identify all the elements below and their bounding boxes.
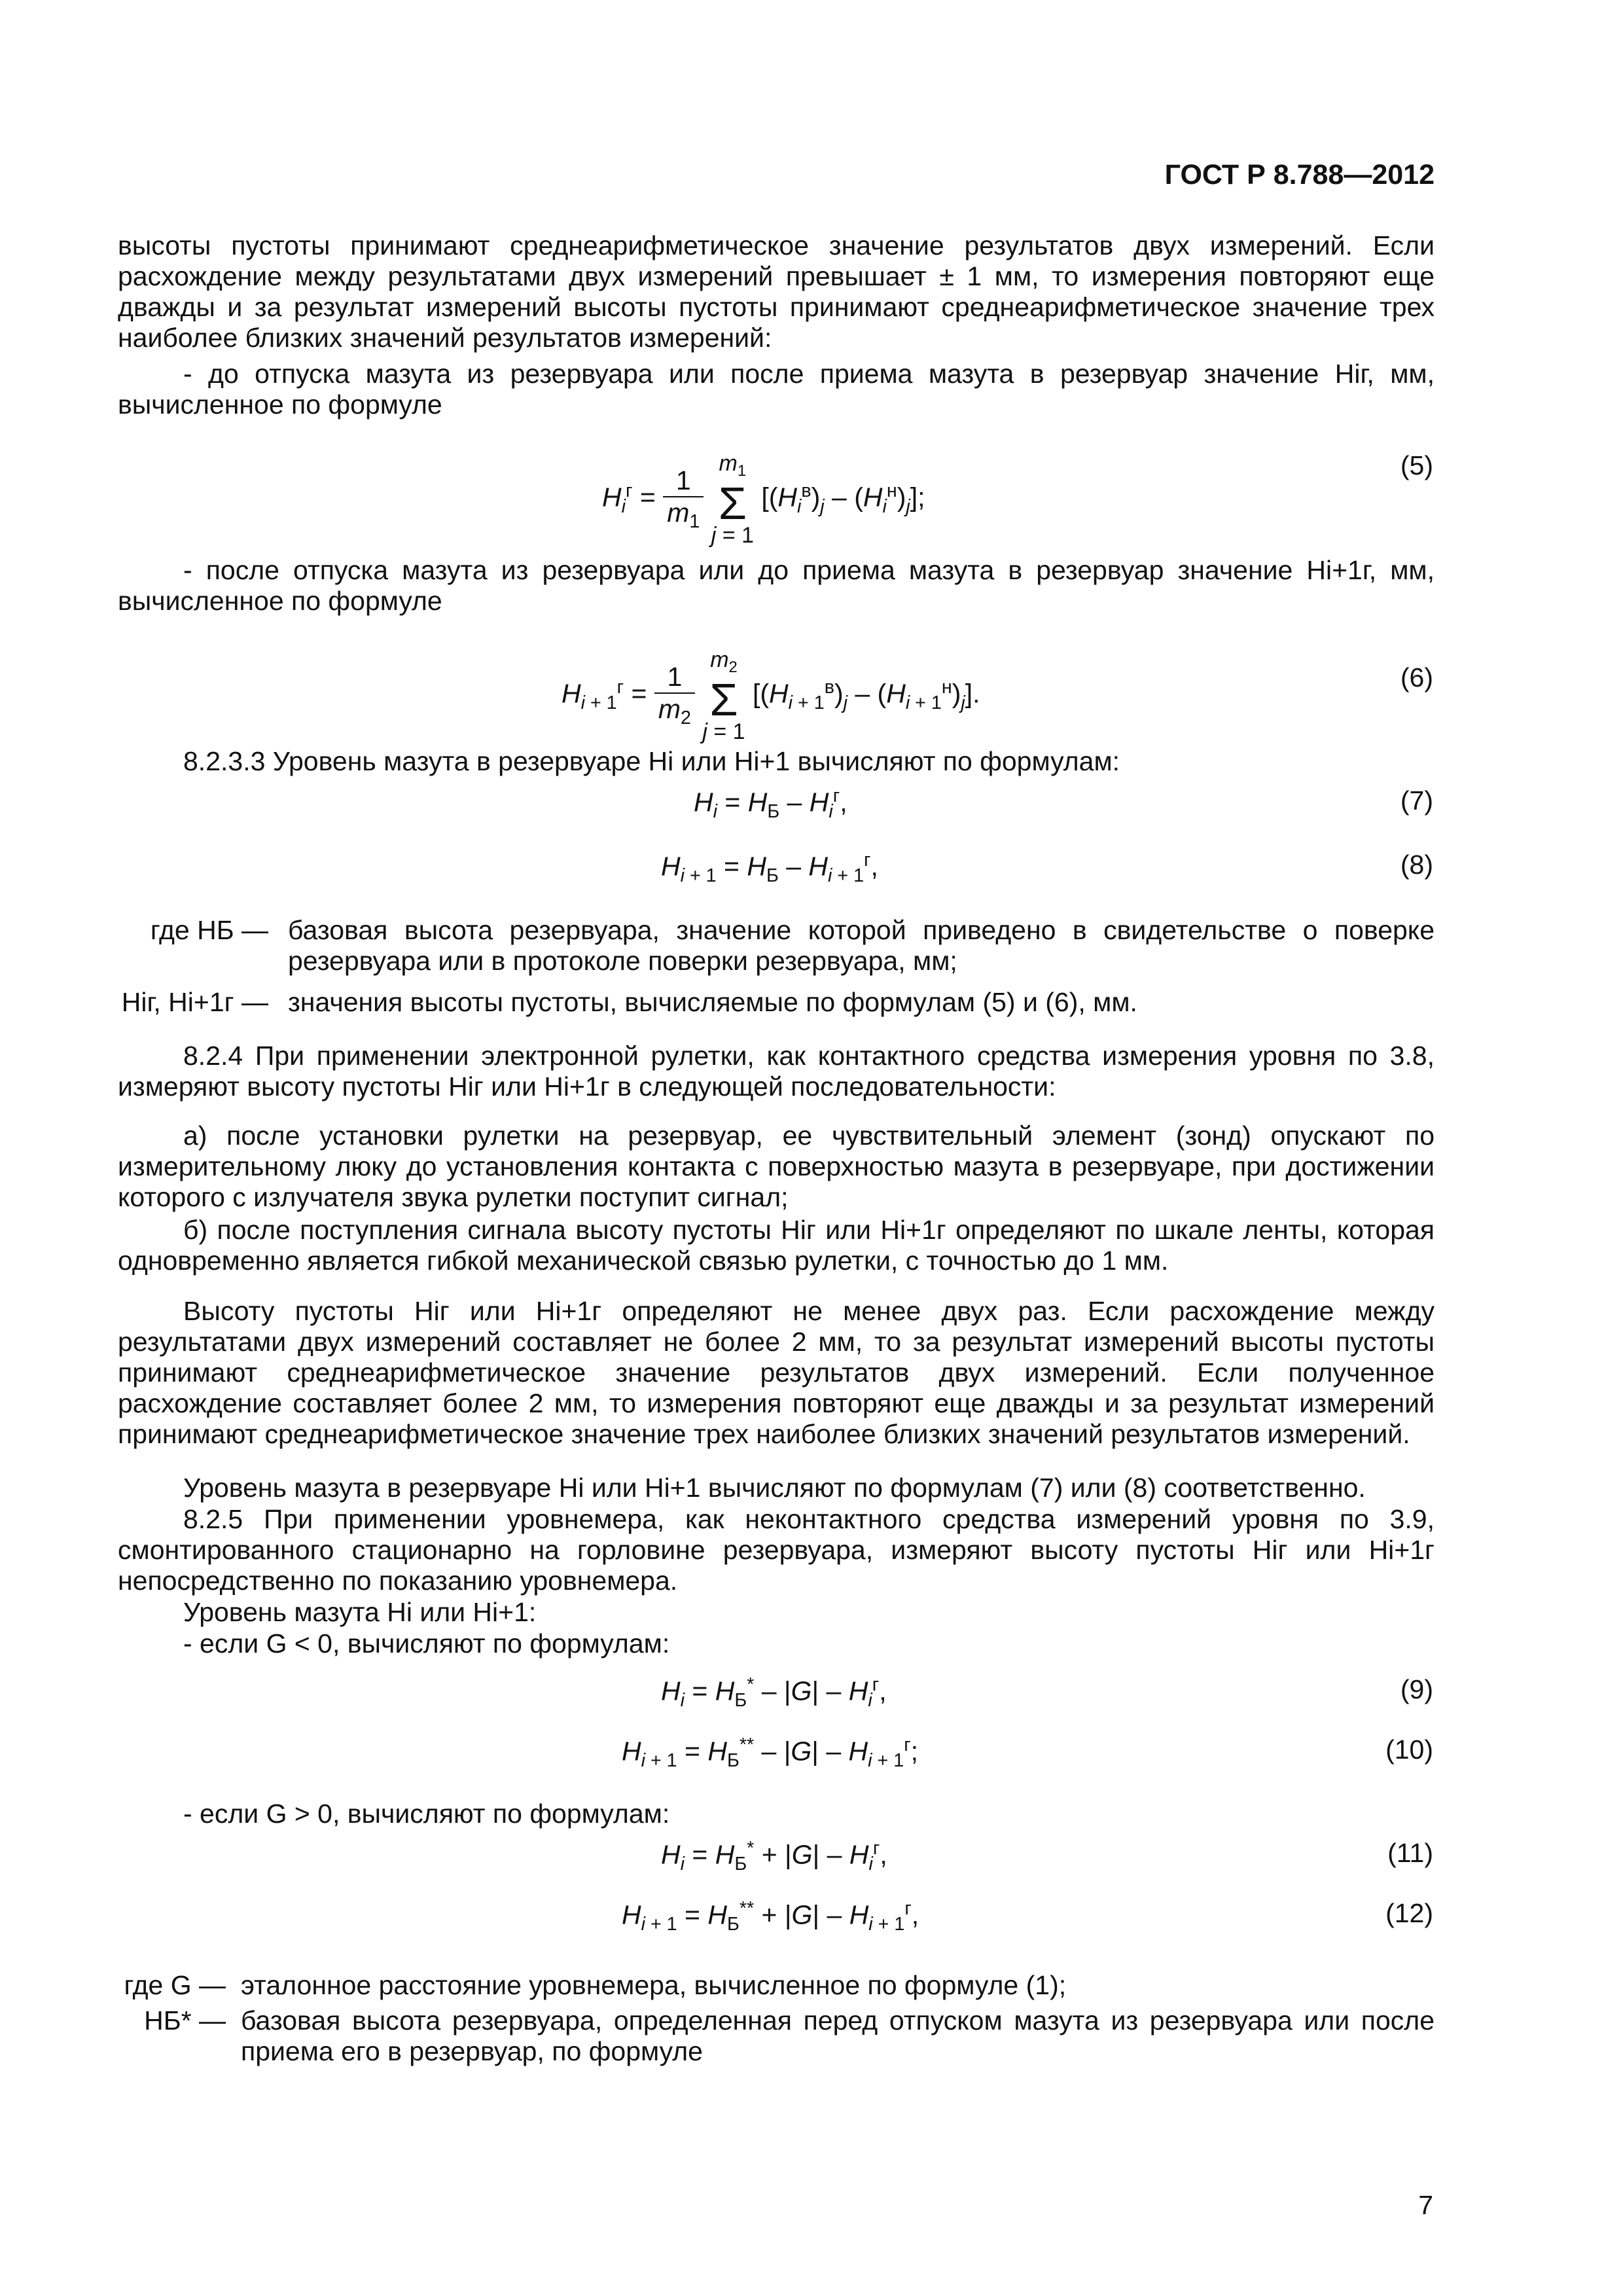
definition-text-hb-star: базовая высота резервуара, определенная перед отпуском мазута из резервуара или после приема его в резервуар, по формуле — [241, 2005, 1435, 2066]
definition-label-hb: где HБ — — [150, 915, 268, 945]
formula-8: $H_{i + 1} = H_Б - H_{i + 1}^г$, — [661, 850, 878, 886]
paragraph-8: Высоту пустоты Hiг или Hi+1г определяют не менее двух раз. Если расхождение между результатами двух измерений составляет не более 2 мм, то за результат измерений высоты пустоты принимают среднеарифметическое значение результатов двух измерений. Если полученное расхождение составляет более 2 мм, то измерения повторяют еще дважды и за результат измерений принимают среднеарифметическое значение трех наиболее близких значений результатов измерений. — [118, 1296, 1435, 1449]
paragraph-5: 8.2.4 При применении электронной рулетки, как контактного средства измерения уровня по 3.8, измеряют высоту пустоты Hiг или Hi+1г в следующей последовательности: — [118, 1041, 1435, 1102]
formula-number-12: (12) — [1385, 1898, 1433, 1928]
definition-text-g: эталонное расстояние уровнемера, вычисленное по формуле (1); — [241, 1970, 1067, 2000]
paragraph-4: 8.2.3.3 Уровень мазута в резервуаре Hi или Hi+1 вычисляют по формулам: — [183, 746, 1120, 776]
formula-10: $H_{i + 1} = H_Б^{**} - |G| - H_{i + 1}^г$; — [622, 1734, 919, 1771]
formula-number-7: (7) — [1400, 785, 1433, 816]
definition-text-hg: значения высоты пустоты, вычисляемые по формулам (5) и (6), мм. — [288, 987, 1137, 1017]
formula-number-8: (8) — [1400, 850, 1433, 880]
paragraph-1: высоты пустоты принимают среднеарифметическое значение результатов двух измерений. Если расхождение между результатами двух измерений превышает ± 1 мм, то измерения повторяют еще дважды и за результат измерений высоты пустоты принимают среднеарифметическое значение трех наиболее близких значений результатов измерений: — [118, 230, 1435, 353]
definition-label-hb-star: HБ* — — [144, 2005, 226, 2036]
formula-number-5: (5) — [1400, 450, 1433, 480]
formula-number-11: (11) — [1387, 1838, 1433, 1868]
paragraph-6: а) после установки рулетки на резервуар, ее чувствительный элемент (зонд) опускают по измерительному люку до установления контакта с поверхностью мазута в резервуаре, при достижении которого с излучателя звука рулетки поступит сигнал; — [118, 1121, 1435, 1212]
formula-number-6: (6) — [1400, 662, 1433, 692]
formula-number-10: (10) — [1385, 1734, 1433, 1765]
formula-5: $H_i^г$ = $\frac{1}{m_1}$ $m_1$ Σ j = 1 $[(H_i^в)_j - (H_i^н)_j]$; — [602, 451, 925, 548]
paragraph-13: - если G > 0, вычисляют по формулам: — [183, 1799, 670, 1829]
definition-label-g: где G — — [124, 1970, 226, 2000]
paragraph-2: - до отпуска мазута из резервуара или после приема мазута в резервуар значение Hiг, мм, вычисленное по формуле — [118, 359, 1435, 420]
definition-label-hg: Hiг, Hi+1г — — [121, 987, 268, 1017]
formula-number-9: (9) — [1400, 1674, 1433, 1704]
page-number: 7 — [1418, 2190, 1433, 2220]
formula-11: $H_i = H_Б^* + |G| - H_i^г$, — [661, 1838, 887, 1874]
paragraph-9: Уровень мазута в резервуаре Hi или Hi+1 вычисляют по формулам (7) или (8) соответственно. — [183, 1473, 1366, 1503]
paragraph-10: 8.2.5 При применении уровнемера, как неконтактного средства измерений уровня по 3.9, смонтированного стационарно на горловине резервуара, измеряют высоту пустоты Hiг или Hi+1г непосредственно по показанию уровнемера. — [118, 1504, 1435, 1596]
paragraph-11: Уровень мазута Hi или Hi+1: — [183, 1597, 537, 1627]
formula-7: $H_i = H_Б - H_i^г$, — [694, 785, 847, 822]
definition-text-hb: базовая высота резервуара, значение которой приведено в свидетельстве о поверке резервуара или в протоколе поверки резервуара, мм; — [288, 915, 1435, 976]
formula-9: $H_i = H_Б^* - |G| - H_i^г$, — [661, 1674, 887, 1711]
paragraph-12: - если G < 0, вычисляют по формулам: — [183, 1628, 670, 1659]
formula-6: $H_{i + 1}^г$ = $\frac{1}{m_2}$ $m_2$ Σ j = 1 $[(H_{i + 1}^в)_j - (H_{i + 1}^н)_j]$. — [562, 647, 980, 744]
formula-12: $H_{i + 1} = H_Б^{**} + |G| - H_{i + 1}^г$, — [622, 1898, 919, 1935]
paragraph-3: - после отпуска мазута из резервуара или до приема мазута в резервуар значение Hi+1г, мм, вычисленное по формуле — [118, 555, 1435, 616]
paragraph-7: б) после поступления сигнала высоту пустоты Hiг или Hi+1г определяют по шкале ленты, которая одновременно является гибкой механической связью рулетки, с точностью до 1 мм. — [118, 1215, 1435, 1276]
document-code: ГОСТ Р 8.788—2012 — [1164, 159, 1435, 190]
